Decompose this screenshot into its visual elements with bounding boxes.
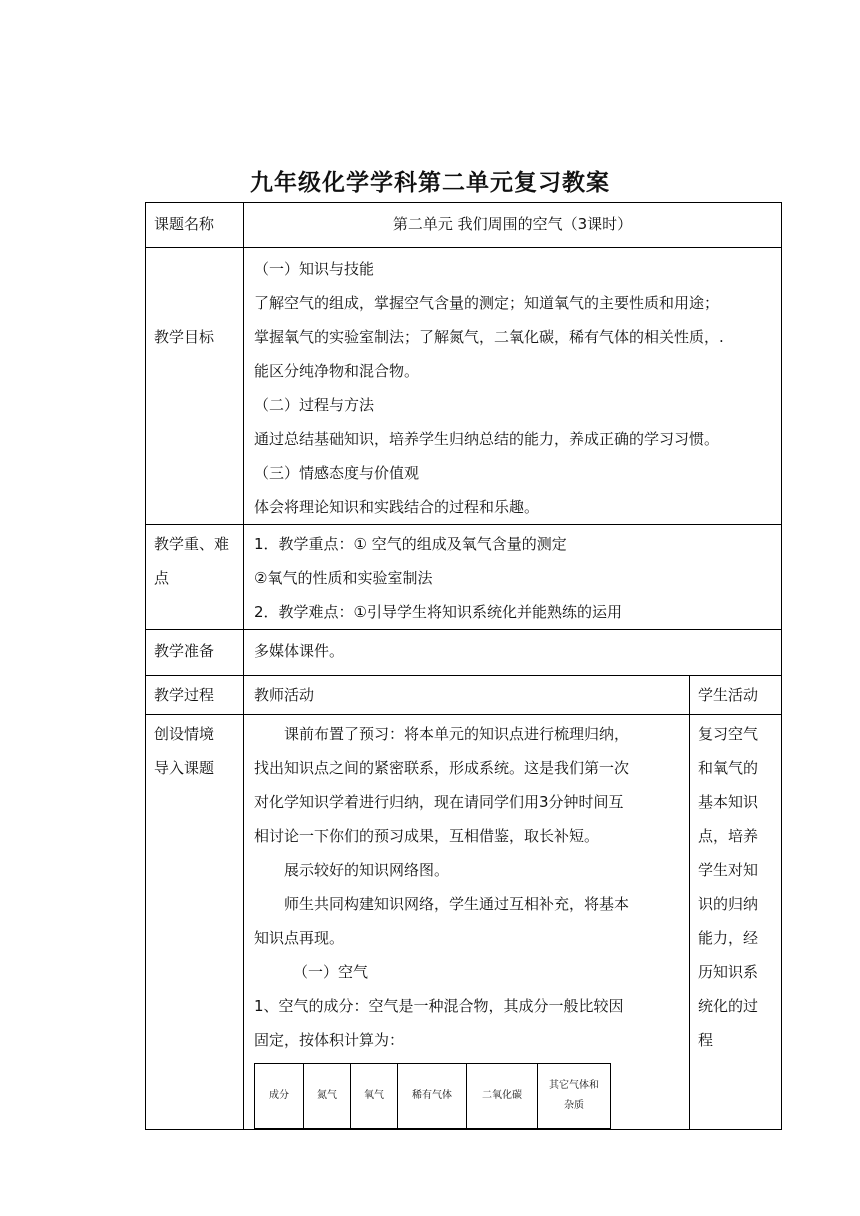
student-line: 和氧气的 bbox=[698, 759, 759, 777]
student-line: 统化的过 bbox=[698, 997, 759, 1015]
topic-value: 第二单元 我们周围的空气（3课时） bbox=[244, 203, 782, 248]
lesson-plan-table bbox=[145, 202, 782, 1130]
student-line: 基本知识 bbox=[698, 793, 759, 811]
composition-cell: 稀有气体 bbox=[398, 1064, 467, 1129]
objectives-line: 体会将理论知识和实践结合的过程和乐趣。 bbox=[254, 498, 540, 516]
teacher-line: 知识点再现。 bbox=[254, 929, 345, 947]
objectives-label: 教学目标 bbox=[146, 248, 244, 525]
page-title: 九年级化学学科第二单元复习教案 bbox=[250, 170, 610, 196]
intro-label: 创设情境 导入课题 bbox=[146, 715, 244, 1130]
teacher-line: 展示较好的知识网络图。 bbox=[284, 861, 450, 879]
student-line: 识的归纳 bbox=[698, 895, 759, 913]
intro-student-content bbox=[690, 715, 782, 1130]
key-points-line: 2．教学难点：①引导学生将知识系统化并能熟练的运用 bbox=[254, 603, 622, 621]
process-header-row bbox=[146, 676, 782, 715]
composition-cell: 氮气 bbox=[304, 1064, 351, 1129]
key-points-label: 教学重、难 点 bbox=[146, 525, 244, 630]
teacher-line: 找出知识点之间的紧密联系，形成系统。这是我们第一次 bbox=[254, 759, 630, 777]
student-line: 历知识系 bbox=[698, 963, 759, 981]
composition-cell-other: 其它气体和 杂质 bbox=[538, 1064, 611, 1129]
objectives-line: 能区分纯净物和混合物。 bbox=[254, 362, 420, 380]
objectives-line: （三）情感态度与价值观 bbox=[254, 464, 420, 482]
intro-teacher-content bbox=[244, 715, 690, 1130]
key-points-line: 1．教学重点：① 空气的组成及氧气含量的测定 bbox=[254, 535, 567, 553]
composition-cell: 二氧化碳 bbox=[467, 1064, 538, 1129]
air-composition-table bbox=[254, 1063, 611, 1129]
preparation-row bbox=[146, 630, 782, 676]
process-label: 教学过程 bbox=[146, 676, 244, 715]
objectives-line: （二）过程与方法 bbox=[254, 396, 375, 414]
teacher-line: 1、空气的成分：空气是一种混合物，其成分一般比较因 bbox=[254, 997, 624, 1015]
student-line: 点，培养 bbox=[698, 827, 759, 845]
teacher-activity-header: 教师活动 bbox=[244, 676, 690, 715]
key-points-line: ②氧气的性质和实验室制法 bbox=[254, 569, 433, 587]
composition-cell: 成分 bbox=[255, 1064, 304, 1129]
key-points-content bbox=[244, 525, 782, 630]
objectives-line: 了解空气的组成，掌握空气含量的测定；知道氧气的主要性质和用途； bbox=[254, 294, 720, 312]
objectives-content bbox=[244, 248, 782, 525]
student-line: 学生对知 bbox=[698, 861, 759, 879]
student-activity-header: 学生活动 bbox=[690, 676, 782, 715]
student-line: 能力，经 bbox=[698, 929, 759, 947]
teacher-line: 固定，按体积计算为： bbox=[254, 1031, 405, 1049]
objectives-line: （一）知识与技能 bbox=[254, 260, 375, 278]
objectives-row bbox=[146, 248, 782, 525]
topic-label: 课题名称 bbox=[146, 203, 244, 248]
teacher-line: 师生共同构建知识网络，学生通过互相补充，将基本 bbox=[284, 895, 630, 913]
teacher-line: （一）空气 bbox=[293, 963, 369, 981]
teacher-line: 对化学知识学着进行归纳，现在请同学们用3分钟时间互 bbox=[254, 793, 624, 811]
topic-row bbox=[146, 203, 782, 248]
student-line: 复习空气 bbox=[698, 725, 759, 743]
preparation-value: 多媒体课件。 bbox=[244, 630, 782, 676]
teacher-line: 相讨论一下你们的预习成果，互相借鉴，取长补短。 bbox=[254, 827, 600, 845]
preparation-label: 教学准备 bbox=[146, 630, 244, 676]
objectives-line: 通过总结基础知识，培养学生归纳总结的能力，养成正确的学习习惯。 bbox=[254, 430, 720, 448]
student-line: 程 bbox=[698, 1031, 714, 1049]
objectives-line: 掌握氧气的实验室制法；了解氮气，二氧化碳，稀有气体的相关性质，. bbox=[254, 328, 724, 346]
key-points-row bbox=[146, 525, 782, 630]
teacher-line: 课前布置了预习：将本单元的知识点进行梳理归纳， bbox=[284, 725, 630, 743]
composition-cell: 氧气 bbox=[351, 1064, 398, 1129]
intro-row bbox=[146, 715, 782, 1130]
